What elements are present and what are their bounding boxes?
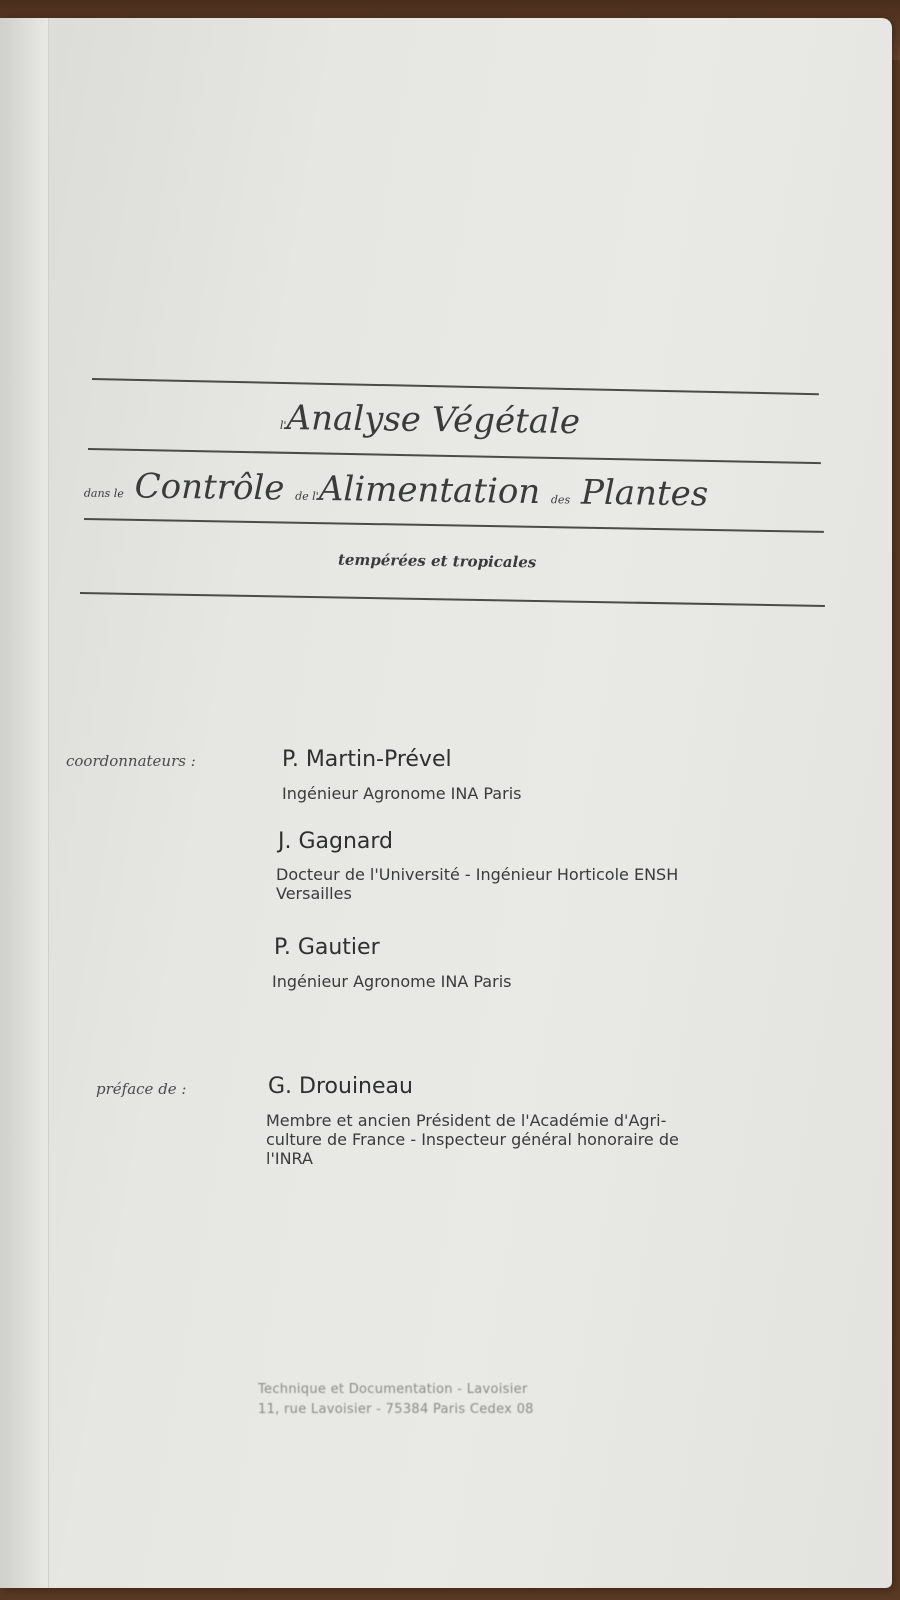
- coordinator-description: [282, 784, 521, 803]
- description-line: l'INRA: [266, 1149, 313, 1168]
- description-line: Membre et ancien Président de l'Académie d'Agri-: [266, 1111, 667, 1130]
- title-prefix: l': [279, 418, 287, 432]
- title-controle: Contrôle: [134, 466, 285, 509]
- coordinator-name: J. Gagnard: [278, 829, 394, 854]
- preface-author-description: [266, 1111, 856, 1168]
- title-alimentation: Alimentation: [318, 468, 541, 513]
- coordinator-name: P. Martin-Prével: [282, 747, 452, 772]
- coordinator-description: [276, 865, 846, 903]
- description-line: Ingénieur Agronome INA Paris: [282, 784, 522, 803]
- title-plantes: Plantes: [580, 472, 709, 515]
- description-line: Docteur de l'Université - Ingénieur Horticole ENSH: [276, 865, 679, 884]
- publisher-address: 11, rue Lavoisier - 75384 Paris Cedex 08: [258, 1402, 534, 1417]
- title-des: des: [550, 493, 571, 507]
- book-page: [0, 18, 892, 1588]
- title-dans-le: dans le: [83, 486, 124, 501]
- preface-author-name: G. Drouineau: [268, 1074, 413, 1099]
- coordinators-label: coordonnateurs :: [66, 752, 196, 770]
- description-line: Versailles: [276, 884, 352, 903]
- page-fold: [0, 18, 49, 1588]
- description-line: Ingénieur Agronome INA Paris: [272, 972, 512, 991]
- publisher-info: [258, 1380, 534, 1420]
- title-subtitle: tempérées et tropicales: [337, 550, 537, 572]
- description-line: culture de France - Inspecteur général honoraire de: [266, 1130, 679, 1149]
- title-line-1: [280, 398, 581, 442]
- preface-label: préface de :: [96, 1080, 187, 1098]
- title-main: Analyse Végétale: [286, 397, 581, 443]
- coordinator-description: [272, 972, 511, 991]
- coordinator-name: P. Gautier: [274, 935, 380, 960]
- publisher-name: Technique et Documentation - Lavoisier: [258, 1382, 528, 1397]
- title-de-l: de l': [295, 489, 319, 503]
